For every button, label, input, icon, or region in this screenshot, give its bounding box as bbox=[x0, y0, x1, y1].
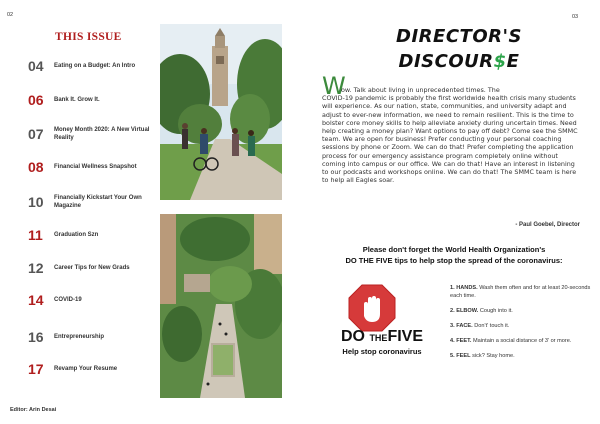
editor-credit: Editor: Arin Desai bbox=[10, 407, 57, 413]
do-the-five-logo: DO THEFIVE bbox=[340, 328, 423, 345]
tip-item: 2. ELBOW. Cough into it. bbox=[450, 308, 513, 314]
toc-item-title: Career Tips for New Grads bbox=[54, 265, 130, 271]
tips-list bbox=[450, 284, 600, 367]
title-line-1: DIRECTOR'S bbox=[396, 26, 522, 47]
article-body bbox=[322, 86, 582, 184]
toc-item[interactable] bbox=[28, 126, 154, 142]
author-signoff: - Paul Goebel, Director bbox=[515, 222, 580, 228]
toc-page-number: 06 bbox=[28, 92, 44, 108]
tip-item: 1. HANDS. Wash them often and for at least 20-seconds each time. bbox=[450, 285, 591, 299]
toc-item[interactable] bbox=[28, 361, 154, 377]
toc-page-number: 16 bbox=[28, 329, 44, 345]
toc-item[interactable] bbox=[28, 92, 154, 108]
toc-page-number: 12 bbox=[28, 260, 44, 276]
toc-item-title: Eating on a Budget: An Intro bbox=[54, 63, 136, 69]
toc-item-title: Financial Wellness Snapshot bbox=[54, 164, 137, 170]
toc-item[interactable] bbox=[28, 58, 154, 74]
title-line-2: DISCOUR$E bbox=[398, 51, 520, 72]
toc-item-title: Graduation Szn bbox=[54, 232, 99, 238]
toc-item-title: Money Month 2020: A New Virtual Reality bbox=[54, 127, 150, 141]
do-the-five-tagline: Help stop coronavirus bbox=[342, 347, 422, 356]
article-title bbox=[384, 24, 534, 74]
toc-item-title: Entrepreneurship bbox=[54, 334, 105, 340]
toc-page-number: 10 bbox=[28, 194, 44, 210]
tip-item: 4. FEET. Maintain a social distance of 3' or more. bbox=[450, 338, 572, 344]
toc-item[interactable] bbox=[28, 260, 154, 276]
toc-item[interactable] bbox=[28, 159, 154, 175]
toc-item[interactable] bbox=[28, 292, 154, 308]
toc-page-number: 14 bbox=[28, 292, 44, 308]
toc-page-number: 17 bbox=[28, 361, 44, 377]
stop-hand-icon bbox=[348, 284, 396, 332]
toc-page-number: 08 bbox=[28, 159, 44, 175]
toc-item[interactable] bbox=[28, 329, 154, 345]
page-number-right: 03 bbox=[572, 14, 579, 20]
toc-page-number: 11 bbox=[28, 227, 43, 243]
article-first-line: ow. Talk about living in unprecedented times. The bbox=[341, 86, 500, 94]
tip-item: 5. FEEL sick? Stay home. bbox=[450, 353, 515, 359]
toc-item-title: Bank It. Grow It. bbox=[54, 97, 100, 103]
toc-item-title: COVID-19 bbox=[54, 297, 82, 303]
tip-item: 3. FACE. Don't' touch it. bbox=[450, 323, 510, 329]
toc-page-number: 07 bbox=[28, 126, 44, 142]
toc-item[interactable] bbox=[28, 227, 154, 243]
who-notice-line-1: Please don't forget the World Health Organization's bbox=[362, 245, 546, 254]
article-paragraph: COVID-19 pandemic is probably the first worldwide health crisis many students will experience. As our nation, state, communities, and university adapt and adjust to ever-new information, we need to remain resilient. This is the time to bolster core money skills to help alleviate anxiety during uncertain times. Need help creating a money plan? Want options to pay off debt? Come see the SMMC team. We are open for business! Prefer conducting your personal coaching sessions by phone or Zoom. We can do that! Prefer completing the application process for our emergency assistance program completely online without coming into campus or our office. We can do that! Have an interest in listening to our podcasts and workshops online. We can do that! The SMMC team is here to help all Eagles soar. bbox=[322, 94, 578, 185]
toc-page-number: 04 bbox=[28, 58, 44, 74]
who-notice-line-2: DO THE FIVE tips to help stop the spread of the coronavirus: bbox=[345, 256, 563, 265]
toc-item[interactable] bbox=[28, 194, 154, 210]
toc-item-title: Financially Kickstart Your Own Magazine bbox=[54, 195, 142, 209]
aerial-campus-photo bbox=[160, 214, 282, 398]
page-number-left: 02 bbox=[7, 12, 14, 18]
who-notice bbox=[318, 244, 590, 266]
toc-item-title: Revamp Your Resume bbox=[54, 366, 118, 372]
campus-tower-photo bbox=[160, 24, 282, 200]
toc-title: THIS ISSUE bbox=[55, 31, 122, 43]
drop-cap: W bbox=[322, 72, 346, 100]
dollar-sign: $ bbox=[493, 51, 507, 72]
